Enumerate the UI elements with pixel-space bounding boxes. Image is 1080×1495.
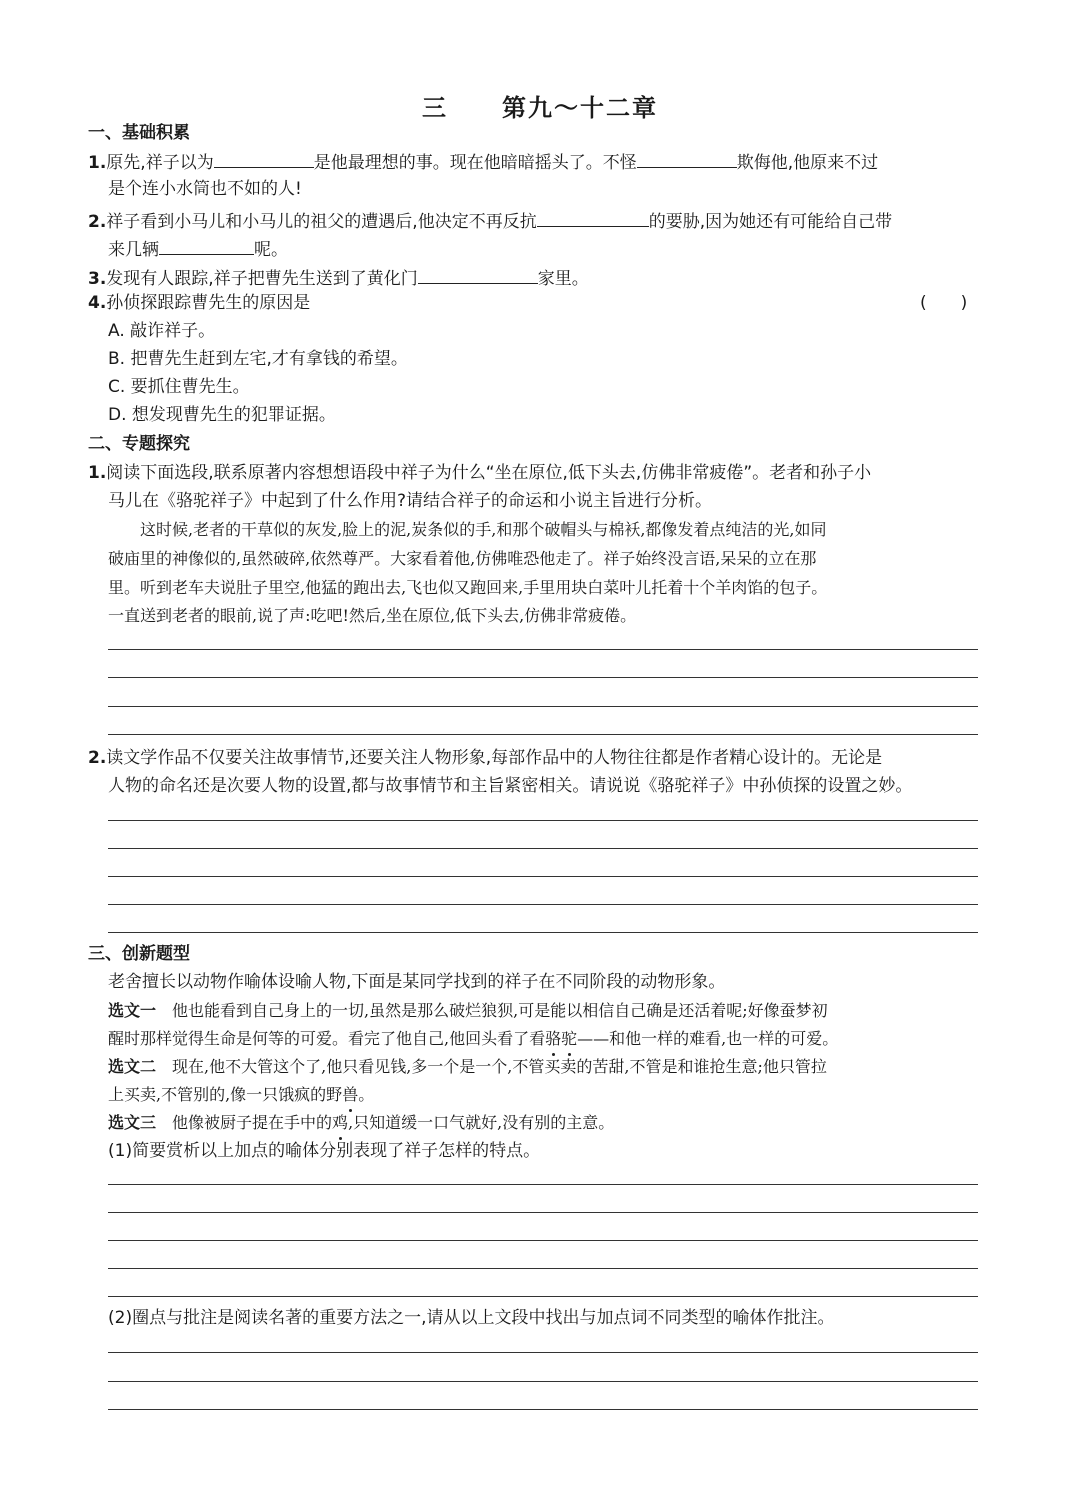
answer-line[interactable] bbox=[108, 706, 978, 707]
question-1-line-1: 1.原先,祥子以为 是他最理想的事。现在他暗暗摇头了。不怪 欺侮他,他原来不过 bbox=[88, 148, 878, 175]
chapter-name: 第九～十二章 bbox=[502, 94, 658, 122]
excerpt-line: 破庙里的神像似的,虽然破碎,依然尊严。大家看着他,仿佛唯恐他走了。祥子始终没言语,呆呆的立在那 bbox=[108, 549, 817, 568]
answer-blank[interactable] bbox=[418, 264, 538, 284]
section-heading-inquiry: 二、专题探究 bbox=[88, 434, 190, 454]
excerpt-2-line-1: 选文二 现在,他不大管这个了,他只看见钱,多一个是一个,不管买卖的苦甜,不管是和谁抢生意;他只管拉 bbox=[108, 1057, 827, 1076]
answer-line[interactable] bbox=[108, 1352, 978, 1353]
emphasized-word: 兽 bbox=[342, 1083, 358, 1107]
answer-line[interactable] bbox=[108, 734, 978, 735]
emphasized-word: 驼 bbox=[561, 1027, 577, 1051]
answer-line[interactable] bbox=[108, 1268, 978, 1269]
answer-line[interactable] bbox=[108, 876, 978, 877]
section-heading-innovation: 三、创新题型 bbox=[88, 944, 190, 964]
sub-question-1: (1)简要赏析以上加点的喻体分别表现了祥子怎样的特点。 bbox=[108, 1141, 541, 1161]
question-3: 3.发现有人跟踪,祥子把曹先生送到了黄化门 家里。 bbox=[88, 264, 589, 291]
answer-line[interactable] bbox=[108, 932, 978, 933]
question-2-line-1: 2.祥子看到小马儿和小马儿的祖父的遭遇后,他决定不再反抗 的要胁,因为她还有可能给自己带 bbox=[88, 207, 892, 234]
inquiry-q1-line-2: 马儿在《骆驼祥子》中起到了什么作用?请结合祥子的命运和小说主旨进行分析。 bbox=[108, 491, 713, 511]
answer-blank[interactable] bbox=[214, 148, 314, 168]
answer-line[interactable] bbox=[108, 848, 978, 849]
excerpt-3: 选文三 他像被厨子提在手中的鸡,只知道缓一口气就好,没有别的主意。 bbox=[108, 1111, 614, 1135]
option-a[interactable]: A. 敲诈祥子。 bbox=[108, 321, 216, 341]
answer-line[interactable] bbox=[108, 1381, 978, 1382]
option-b[interactable]: B. 把曹先生赶到左宅,才有拿钱的希望。 bbox=[108, 349, 408, 369]
answer-line[interactable] bbox=[108, 1184, 978, 1185]
chapter-title bbox=[0, 88, 1080, 123]
question-4: 4.孙侦探跟踪曹先生的原因是 bbox=[88, 293, 311, 313]
answer-blank[interactable] bbox=[637, 148, 737, 168]
excerpt-1-line-2: 醒时那样觉得生命是何等的可爱。看完了他自己,他回头看了看骆驼——和他一样的难看,也一样的可爱。 bbox=[108, 1027, 838, 1051]
sub-question-2: (2)圈点与批注是阅读名著的重要方法之一,请从以上文段中找出与加点词不同类型的喻体作批注。 bbox=[108, 1308, 835, 1328]
answer-parenthesis[interactable]: ( ) bbox=[920, 293, 968, 313]
answer-line[interactable] bbox=[108, 1212, 978, 1213]
answer-line[interactable] bbox=[108, 820, 978, 821]
answer-blank[interactable] bbox=[159, 235, 254, 255]
excerpt-line: 一直送到老者的眼前,说了声:吃吧!然后,坐在原位,低下头去,仿佛非常疲倦。 bbox=[108, 606, 637, 625]
excerpt-line: 这时候,老者的干草似的灰发,脸上的泥,炭条似的手,和那个破帽头与棉袄,都像发着点纯洁的光,如同 bbox=[140, 520, 827, 539]
excerpt-line: 里。听到老车夫说肚子里空,他猛的跑出去,飞也似又跑回来,手里用块白菜叶儿托着十个羊肉馅的包子。 bbox=[108, 578, 828, 597]
answer-line[interactable] bbox=[108, 1409, 978, 1410]
answer-line[interactable] bbox=[108, 1240, 978, 1241]
emphasized-word: 骆 bbox=[545, 1027, 561, 1051]
question-2-line-2: 来几辆 呢。 bbox=[108, 235, 288, 262]
answer-blank[interactable] bbox=[537, 207, 649, 227]
inquiry-q1-line-1: 1.阅读下面选段,联系原著内容想想语段中祥子为什么“坐在原位,低下头去,仿佛非常疲倦”。老者和孙子小 bbox=[88, 463, 872, 483]
option-c[interactable]: C. 要抓住曹先生。 bbox=[108, 377, 250, 397]
answer-line[interactable] bbox=[108, 677, 978, 678]
inquiry-q2-line-1: 2.读文学作品不仅要关注故事情节,还要关注人物形象,每部作品中的人物往往都是作者精心设计的。无论是 bbox=[88, 748, 883, 768]
chapter-number: 三 bbox=[422, 94, 448, 122]
innovation-intro: 老舍擅长以动物作喻体设喻人物,下面是某同学找到的祥子在不同阶段的动物形象。 bbox=[108, 972, 726, 992]
emphasized-word: 鸡 bbox=[332, 1111, 348, 1135]
inquiry-q2-line-2: 人物的命名还是次要人物的设置,都与故事情节和主旨紧密相关。请说说《骆驼祥子》中孙侦探的设置之妙。 bbox=[108, 776, 913, 796]
excerpt-1-line-1: 选文一 他也能看到自己身上的一切,虽然是那么破烂狼狈,可是能以相信自己确是还活着呢;好像蚕梦初 bbox=[108, 1001, 828, 1020]
question-1-line-2: 是个连小水筒也不如的人! bbox=[108, 179, 302, 199]
option-d[interactable]: D. 想发现曹先生的犯罪证据。 bbox=[108, 405, 336, 425]
answer-line[interactable] bbox=[108, 1296, 978, 1297]
answer-line[interactable] bbox=[108, 904, 978, 905]
answer-line[interactable] bbox=[108, 649, 978, 650]
excerpt-2-line-2: 上买卖,不管别的,像一只饿疯的野兽。 bbox=[108, 1083, 374, 1107]
section-heading-basics: 一、基础积累 bbox=[88, 123, 190, 143]
